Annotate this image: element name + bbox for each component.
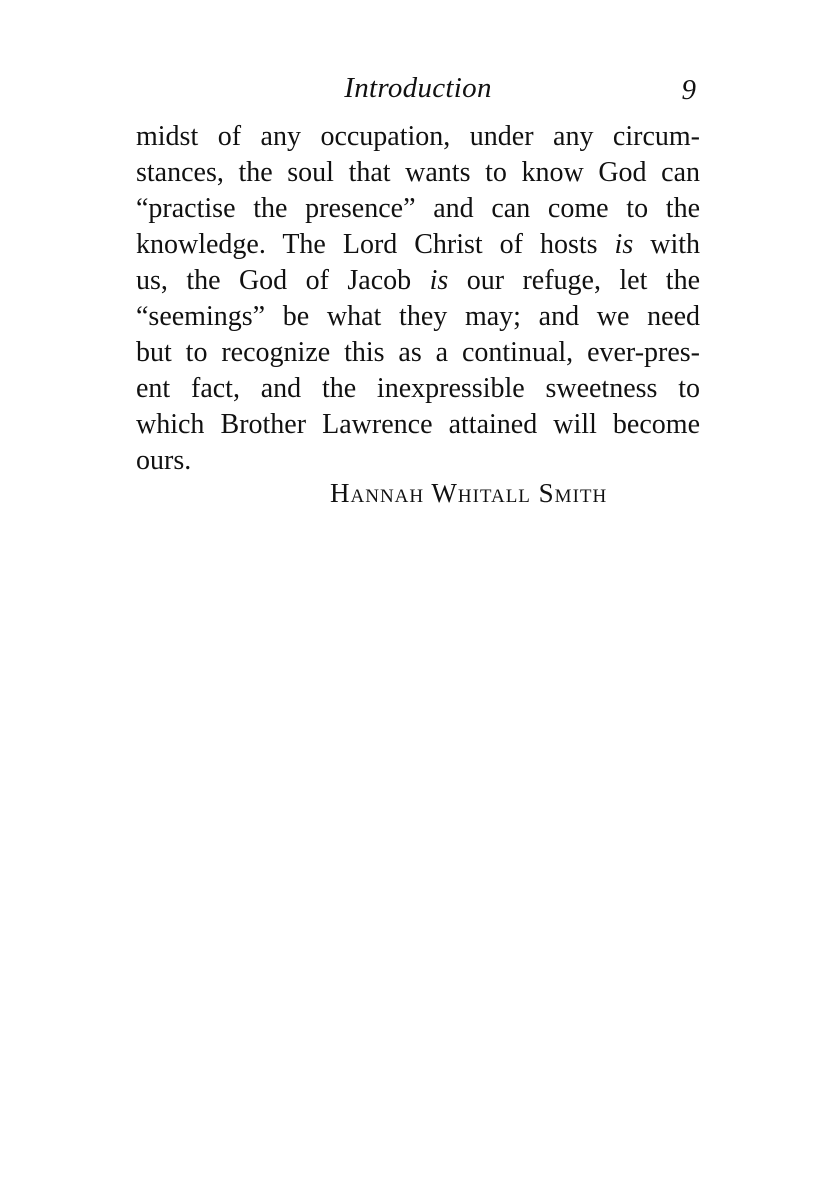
text-segment: with	[650, 229, 700, 260]
text-segment: us, the God of Jacob	[136, 265, 412, 296]
text-line: but to recognize this as a continual, ever-pres-	[136, 337, 700, 368]
text-line	[136, 227, 700, 263]
text-segment: our refuge, let the	[466, 265, 701, 296]
text-line: “practise the presence” and can come to the	[136, 193, 700, 224]
text-line: which Brother Lawrence attained will become	[136, 409, 700, 440]
text-segment: knowledge. The Lord Christ of hosts	[136, 229, 598, 260]
text-line: “seemings” be what they may; and we need	[136, 301, 700, 332]
text-line: ent fact, and the inexpressible sweetness to	[136, 373, 700, 404]
text-line: midst of any occupation, under any circum-	[136, 121, 700, 152]
running-head	[136, 66, 700, 110]
body-paragraph	[136, 119, 700, 479]
emphasis-text: is	[429, 265, 449, 296]
emphasis-text: is	[614, 229, 634, 260]
page-number: 9	[681, 74, 696, 106]
text-line: ours.	[136, 445, 192, 476]
author-signature: Hannah Whitall Smith	[330, 478, 608, 508]
chapter-title: Introduction	[344, 72, 492, 104]
text-line: stances, the soul that wants to know God can	[136, 157, 700, 188]
text-line	[136, 263, 700, 299]
